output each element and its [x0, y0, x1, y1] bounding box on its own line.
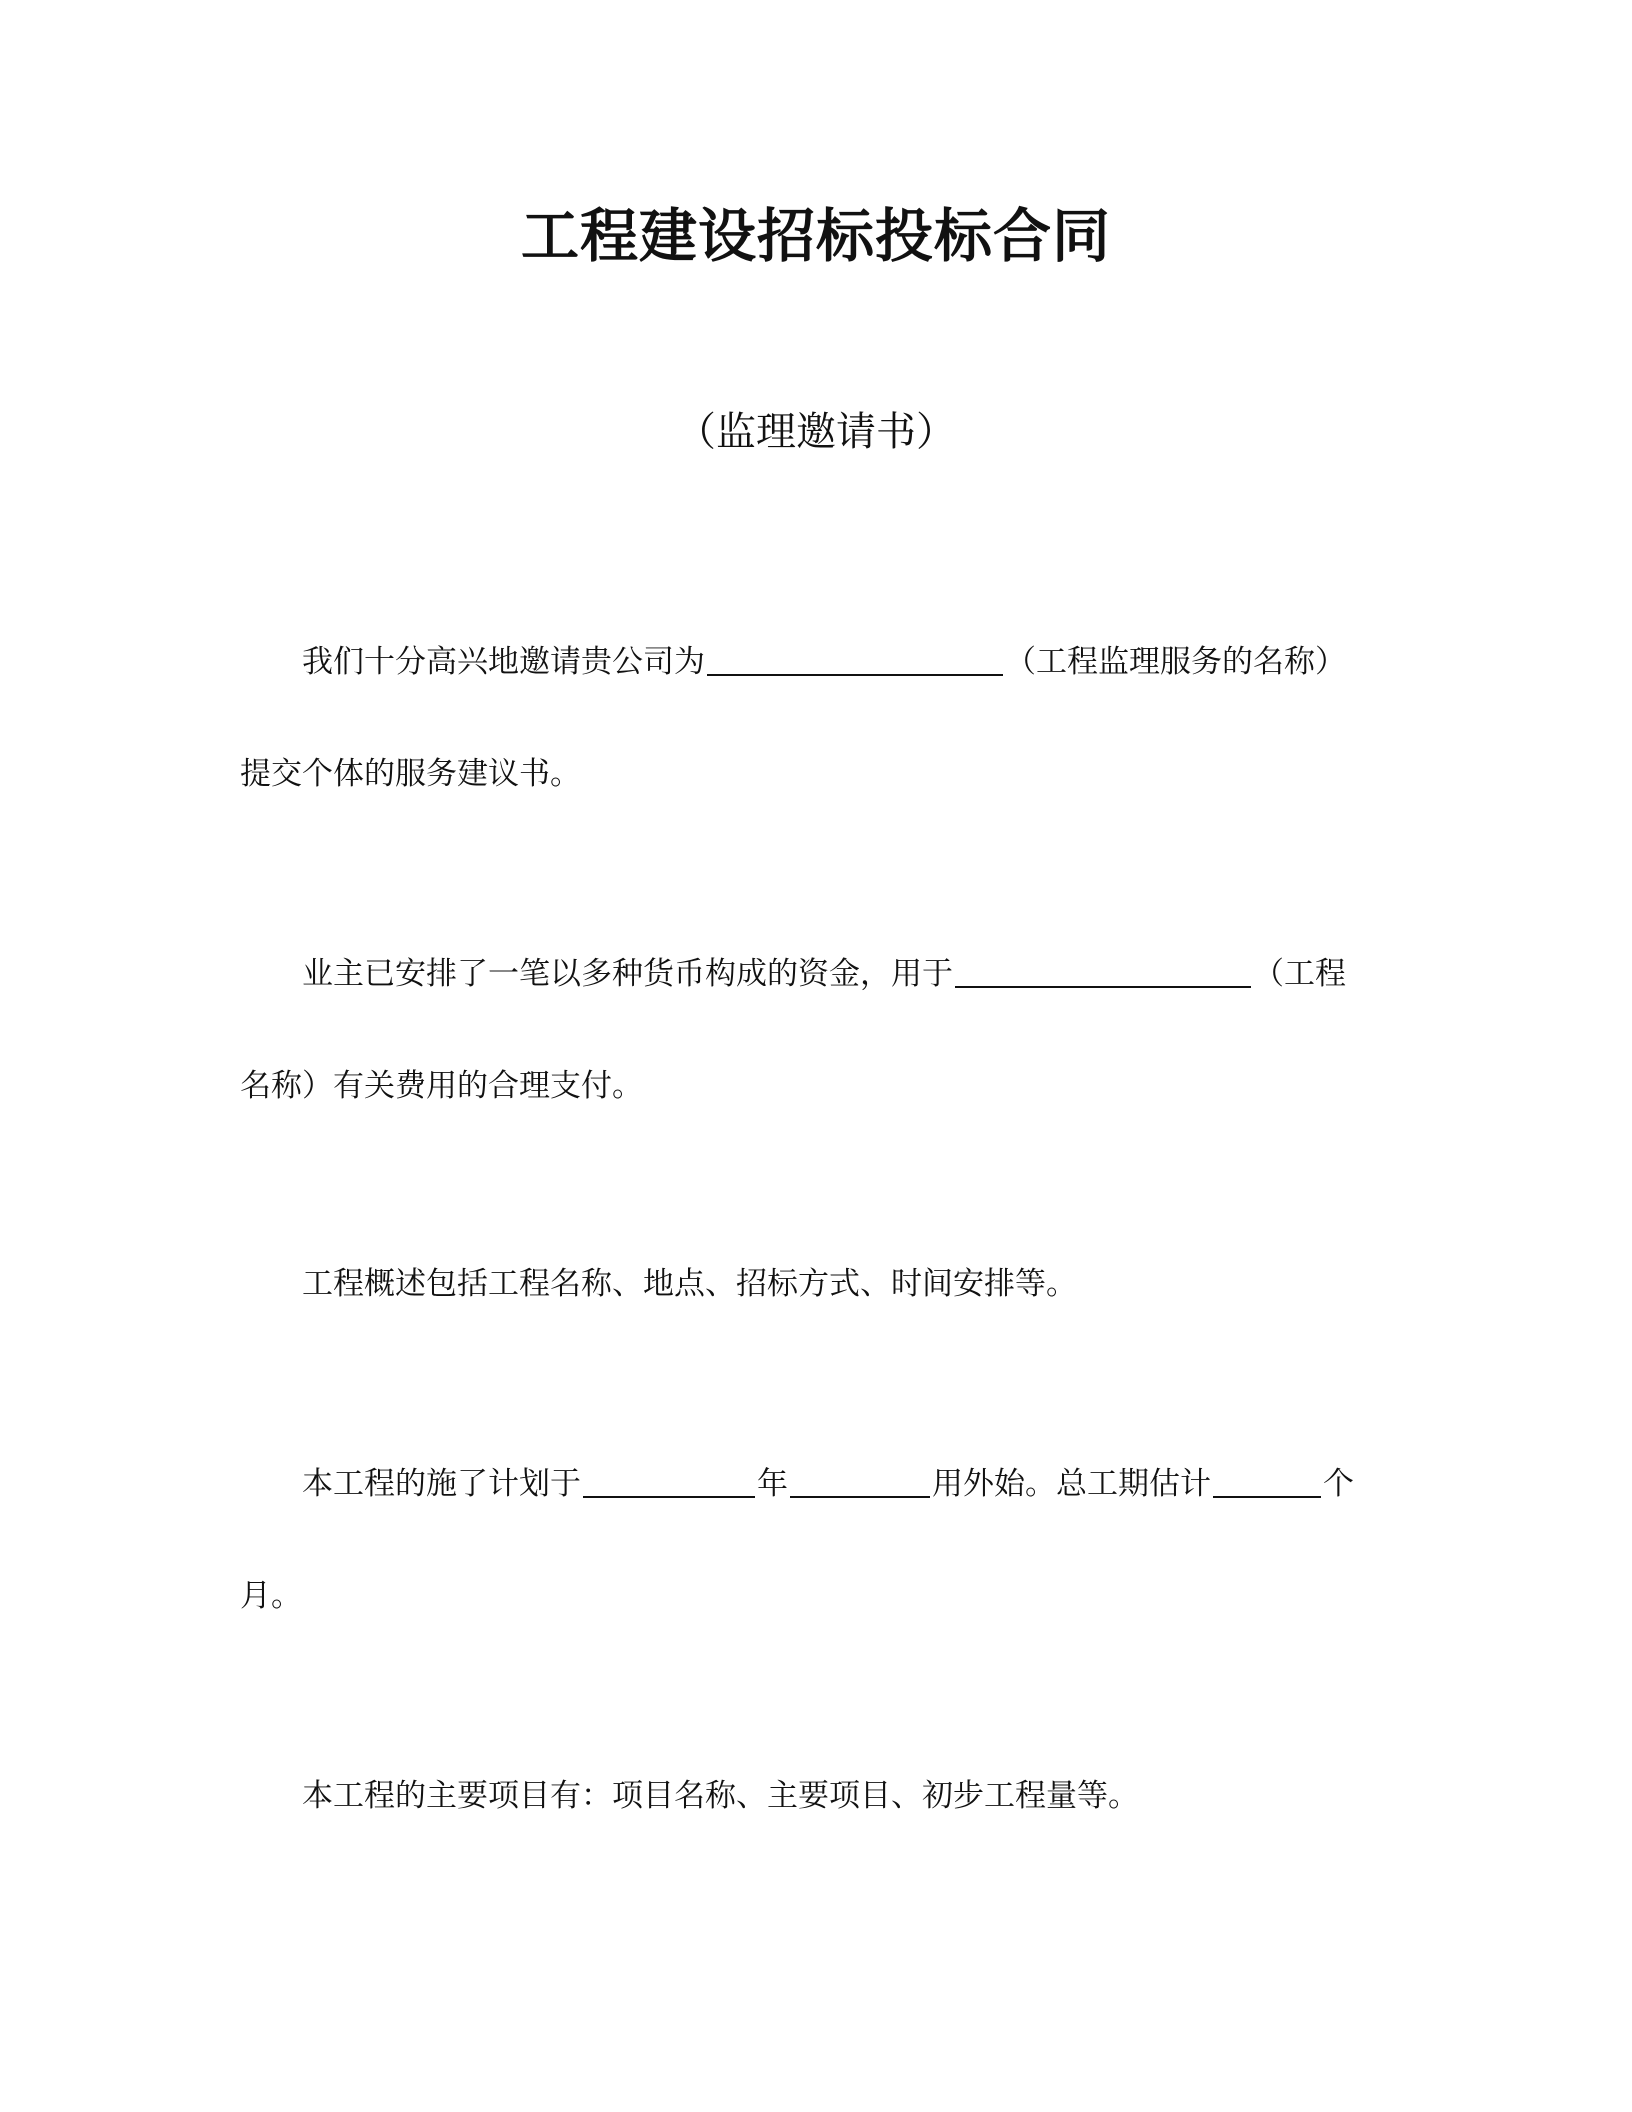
- paragraph-main-items: 本工程的主要项目有：项目名称、主要项目、初步工程量等。: [302, 1778, 1139, 1814]
- paragraph-invitation-line1: [302, 640, 1346, 684]
- blank-service-name: [707, 644, 1003, 676]
- blank-start-month: [790, 1466, 930, 1498]
- paragraph-funding-line1: [302, 952, 1346, 996]
- blank-project-name: [955, 956, 1251, 988]
- paragraph-schedule-line2: 月。: [240, 1578, 302, 1614]
- paragraph-schedule-line1: [302, 1462, 1354, 1506]
- blank-start-year: [583, 1466, 755, 1498]
- paragraph-text: 本工程的施了计划于: [302, 1466, 581, 1502]
- document-subtitle: （监理邀请书）: [676, 409, 956, 455]
- paragraph-text: 用外始。总工期估计: [932, 1466, 1211, 1502]
- paragraph-funding-line2: 名称）有关费用的合理支付。: [240, 1068, 643, 1104]
- paragraph-text: 我们十分高兴地邀请贵公司为: [302, 644, 705, 680]
- paragraph-invitation-line2: 提交个体的服务建议书。: [240, 756, 581, 792]
- paragraph-text: 业主已安排了一笔以多种货币构成的资金，用于: [302, 956, 953, 992]
- blank-duration: [1213, 1466, 1321, 1498]
- paragraph-text: （工程: [1253, 956, 1346, 992]
- paragraph-text: 个: [1323, 1466, 1354, 1502]
- paragraph-text: （工程监理服务的名称）: [1005, 644, 1346, 680]
- paragraph-overview: 工程概述包括工程名称、地点、招标方式、时间安排等。: [302, 1266, 1077, 1302]
- document-title: 工程建设招标投标合同: [520, 202, 1111, 270]
- paragraph-text: 年: [757, 1466, 788, 1502]
